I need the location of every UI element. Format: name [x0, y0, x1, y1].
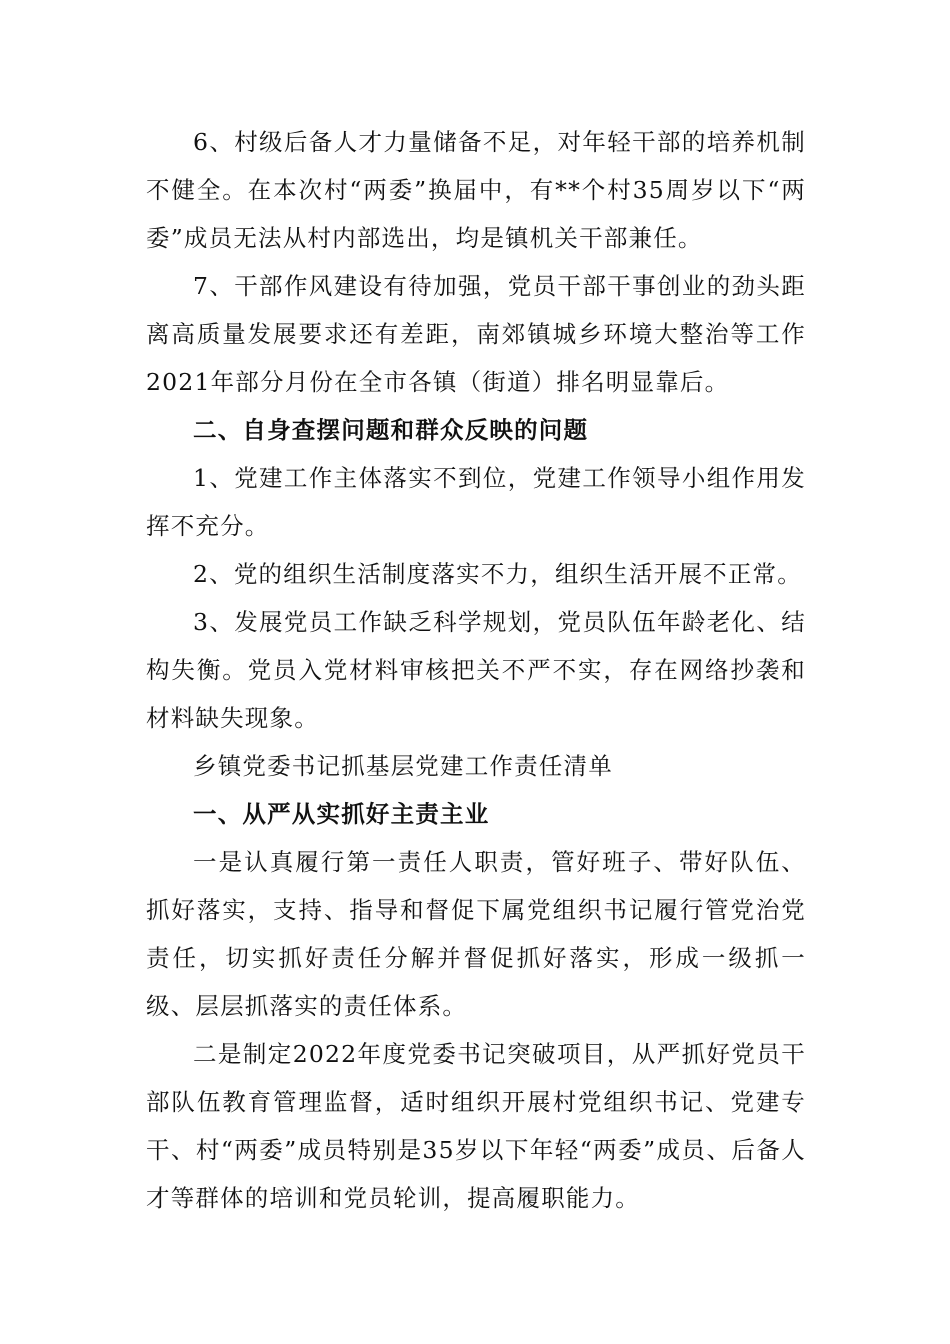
paragraph-duty-2: 二是制定2022年度党委书记突破项目，从严抓好党员干部队伍教育管理监督，适时组织开展村党组织书记、党建专干、村“两委”成员特别是35岁以下年轻“两委”成员、后备人才等群体的培训和党员轮训，提高履职能力。	[146, 1040, 806, 1212]
section-heading-1: 一、从严从实抓好主责主业	[193, 800, 490, 828]
paragraph-problem-1: 1、党建工作主体落实不到位，党建工作领导小组作用发挥不充分。	[146, 464, 806, 540]
document-page	[146, 118, 806, 1222]
paragraph-item-7: 7、干部作风建设有待加强，党员干部干事创业的劲头距离高质量发展要求还有差距，南郊镇城乡环境大整治等工作2021年部分月份在全市各镇（街道）排名明显靠后。	[146, 272, 806, 396]
document-title: 乡镇党委书记抓基层党建工作责任清单	[193, 752, 613, 780]
paragraph-problem-2: 2、党的组织生活制度落实不力，组织生活开展不正常。	[193, 560, 802, 588]
section-heading-2: 二、自身查摆问题和群众反映的问题	[193, 416, 589, 444]
paragraph-duty-1: 一是认真履行第一责任人职责，管好班子、带好队伍、抓好落实，支持、指导和督促下属党组织书记履行管党治党责任，切实抓好责任分解并督促抓好落实，形成一级抓一级、层层抓落实的责任体系。	[146, 848, 806, 1020]
paragraph-item-6: 6、村级后备人才力量储备不足，对年轻干部的培养机制不健全。在本次村“两委”换届中，有**个村35周岁以下“两委”成员无法从村内部选出，均是镇机关干部兼任。	[146, 128, 806, 252]
paragraph-problem-3: 3、发展党员工作缺乏科学规划，党员队伍年龄老化、结构失衡。党员入党材料审核把关不严不实，存在网络抄袭和材料缺失现象。	[146, 608, 806, 732]
